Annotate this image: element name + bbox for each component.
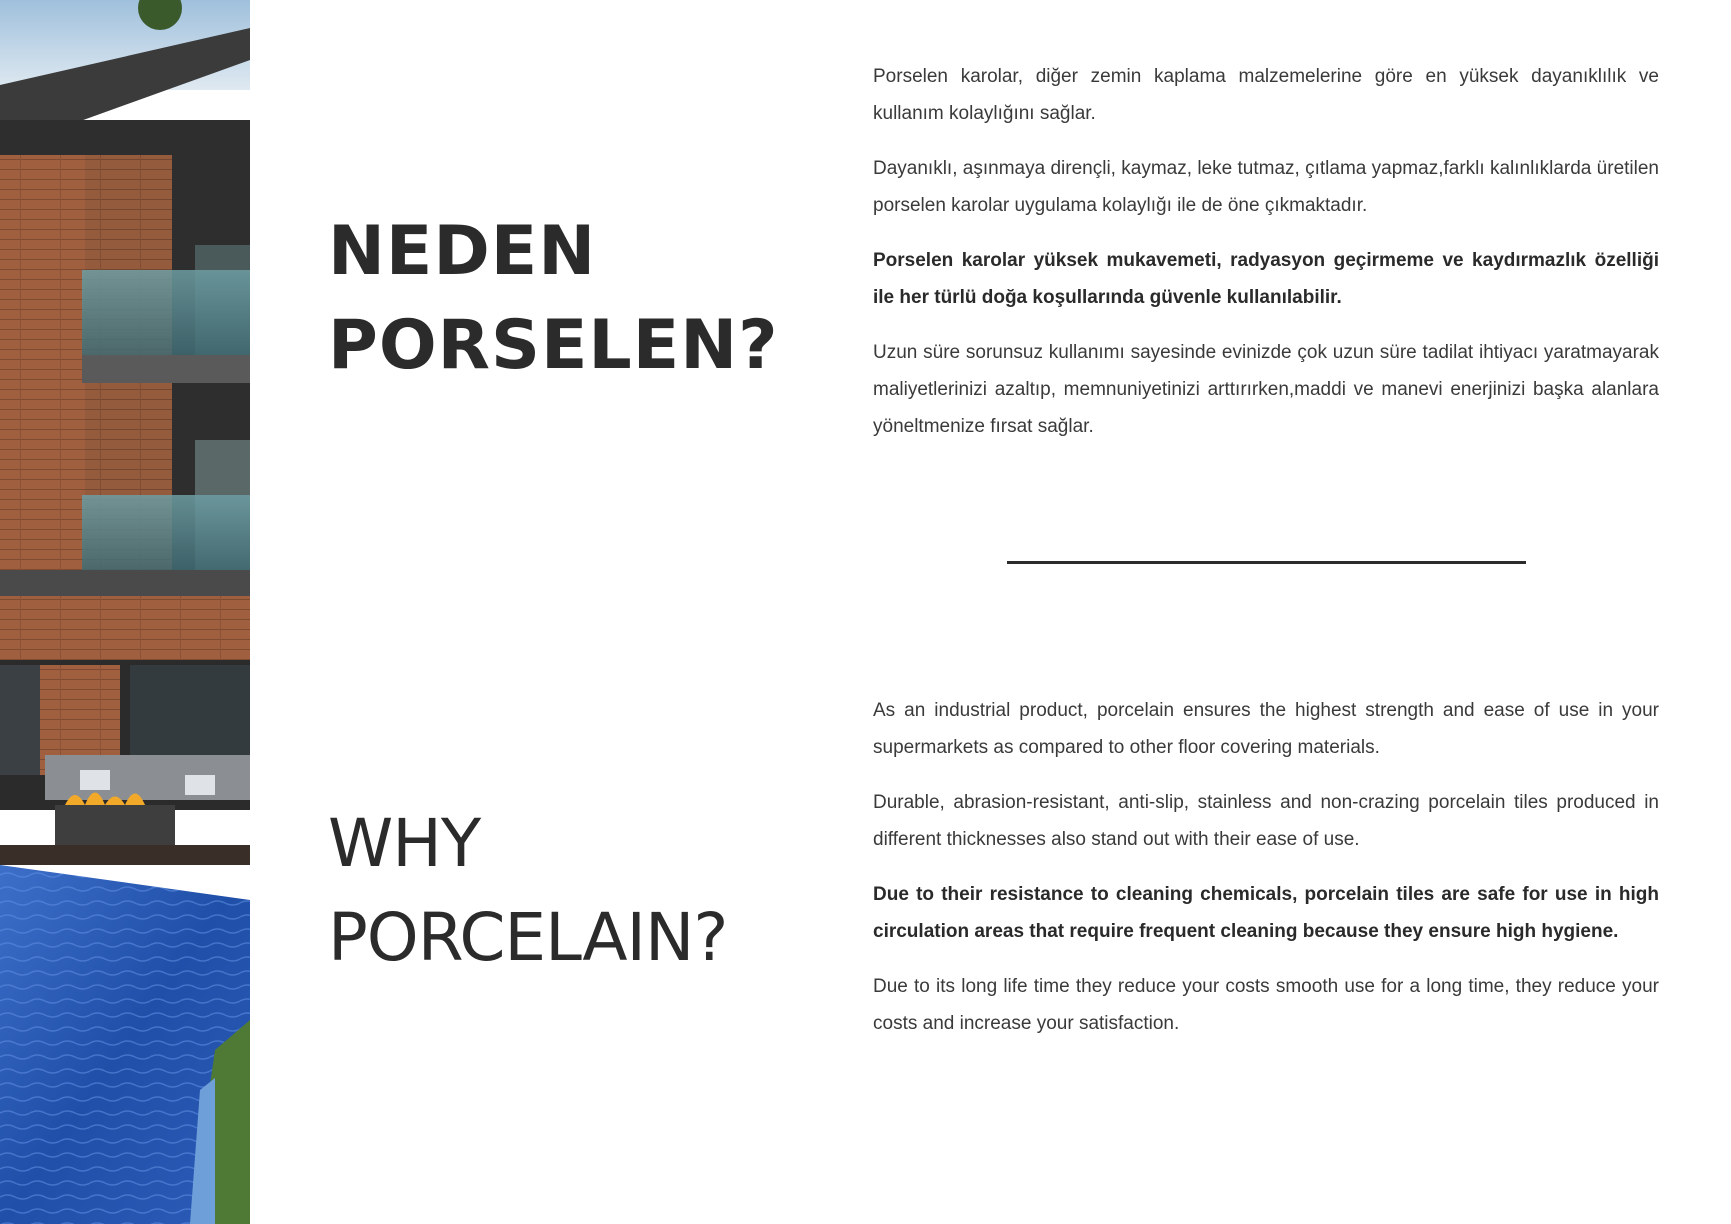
villa-photo <box>0 0 250 1224</box>
english-paragraph: As an industrial product, porcelain ensures the highest strength and ease of use in your supermarkets as compared to other floor covering materials. <box>873 700 1659 758</box>
turkish-text-block <box>873 58 1659 463</box>
turkish-heading <box>328 205 779 393</box>
english-heading-line1: WHY <box>328 805 481 882</box>
turkish-paragraph: Dayanıklı, aşınmaya dirençli, kaymaz, leke tutmaz, çıtlama yapmaz,farklı kalınlıklarda üretilen porselen karolar uygulama kolaylığı ile de öne çıkmaktadır. <box>873 158 1659 216</box>
english-text-block <box>873 692 1659 1060</box>
english-paragraph-bold: Due to their resistance to cleaning chemicals, porcelain tiles are safe for use in high circulation areas that require frequent cleaning because they ensure high hygiene. <box>873 884 1659 942</box>
turkish-heading-line2: PORSELEN? <box>328 306 779 385</box>
turkish-heading-line1: NEDEN <box>328 212 597 291</box>
turkish-paragraph: Uzun süre sorunsuz kullanımı sayesinde evinizde çok uzun süre tadilat ihtiyacı yaratmayarak maliyetlerinizi azaltıp, memnuniyetinizi arttırırken,maddi ve manevi enerjinizi başka alanlara yöneltmenize fırsat sağlar. <box>873 342 1659 437</box>
section-divider <box>1007 561 1526 564</box>
english-paragraph: Due to its long life time they reduce your costs smooth use for a long time, they reduce your costs and increase your satisfaction. <box>873 976 1659 1034</box>
turkish-paragraph: Porselen karolar, diğer zemin kaplama malzemelerine göre en yüksek dayanıklılık ve kullanım kolaylığını sağlar. <box>873 66 1659 124</box>
english-heading-line2: PORCELAIN? <box>328 899 728 976</box>
english-paragraph: Durable, abrasion-resistant, anti-slip, stainless and non-crazing porcelain tiles produced in different thicknesses also stand out with their ease of use. <box>873 792 1659 850</box>
turkish-paragraph-bold: Porselen karolar yüksek mukavemeti, radyasyon geçirmeme ve kaydırmazlık özelliği ile her türlü doğa koşullarında güvenle kullanılabilir. <box>873 250 1659 308</box>
english-heading <box>328 797 727 985</box>
